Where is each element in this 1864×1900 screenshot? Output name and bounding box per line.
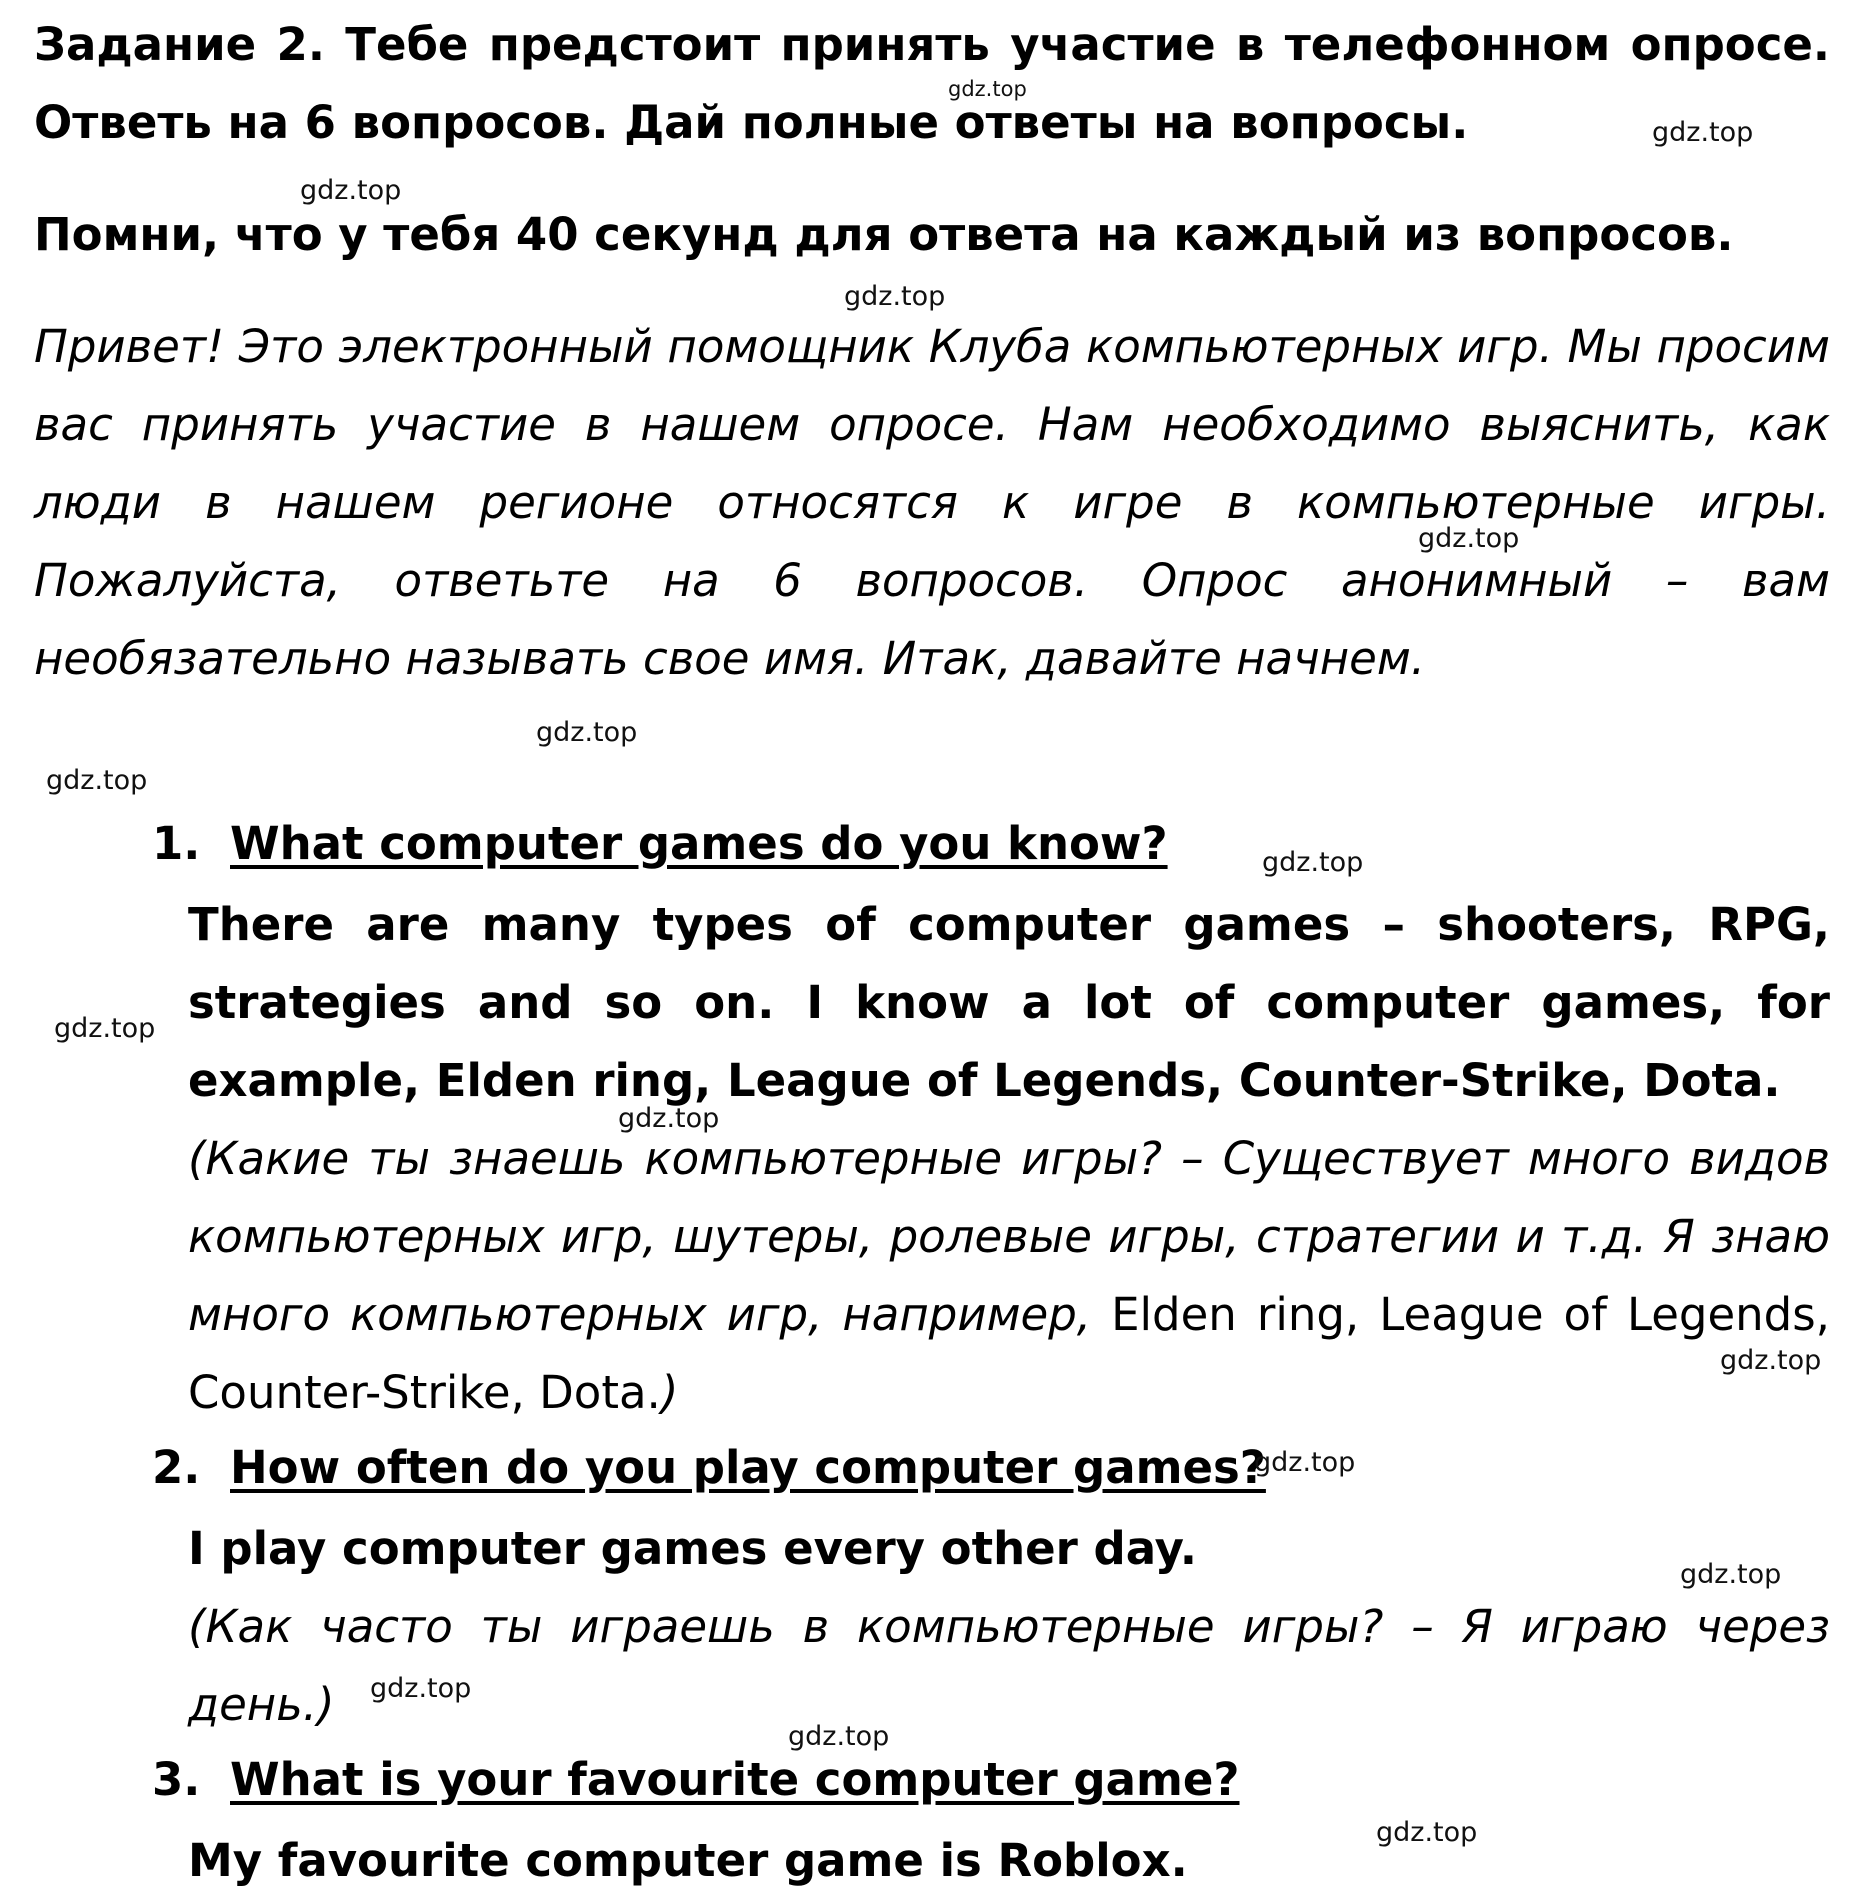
question-text: What is your favourite computer game? xyxy=(230,1753,1240,1806)
question-1 xyxy=(152,808,1168,880)
watermark: gdz.top xyxy=(300,175,402,206)
translation-ru: (Какие ты знаешь компьютерные игры? – Существует много видов компьютерных игр, шутеры, ролевые игры, стратегии и т.д. Я знаю много компьютерных игр, например, xyxy=(188,1132,1830,1341)
watermark: gdz.top xyxy=(1418,523,1520,554)
watermark: gdz.top xyxy=(1652,117,1754,148)
translation-game-names: Elden ring, League of Legends, Counter-Strike, Dota. xyxy=(188,1288,1830,1419)
task-line-1: Задание 2. Тебе предстоит принять участие в телефонном опросе. xyxy=(34,18,1830,71)
watermark: gdz.top xyxy=(1680,1559,1782,1590)
question-2 xyxy=(152,1432,1266,1504)
watermark: gdz.top xyxy=(844,281,946,312)
watermark: gdz.top xyxy=(788,1721,890,1752)
question-number: 3. xyxy=(152,1753,201,1806)
task-heading xyxy=(34,6,1830,162)
intro-paragraph: Привет! Это электронный помощник Клуба компьютерных игр. Мы просим вас принять участие в нашем опросе. Нам необходимо выяснить, как люди в нашем регионе относятся к игре в компьютерные игры. Пожалуйста, ответьте на 6 вопросов. Опрос анонимный – вам необязательно называть свое имя. Итак, давайте начнем. xyxy=(34,320,1830,685)
watermark: gdz.top xyxy=(46,765,148,796)
answer-3: My favourite computer game is Roblox. xyxy=(188,1834,1188,1887)
watermark: gdz.top xyxy=(1376,1817,1478,1848)
answer-2: I play computer games every other day. xyxy=(188,1522,1197,1575)
translation-2: (Как часто ты играешь в компьютерные игры? – Я играю через день.) xyxy=(188,1600,1830,1731)
question-number: 1. xyxy=(152,817,201,870)
watermark: gdz.top xyxy=(1254,1447,1356,1478)
watermark: gdz.top xyxy=(1720,1345,1822,1376)
watermark: gdz.top xyxy=(54,1013,156,1044)
time-reminder: Помни, что у тебя 40 секунд для ответа на каждый из вопросов. xyxy=(34,208,1734,261)
watermark: gdz.top xyxy=(370,1673,472,1704)
translation-close: ) xyxy=(660,1366,679,1419)
translation-1 xyxy=(188,1120,1830,1432)
question-3 xyxy=(152,1744,1240,1816)
watermark: gdz.top xyxy=(536,717,638,748)
question-number: 2. xyxy=(152,1441,201,1494)
answer-1: There are many types of computer games – shooters, RPG, strategies and so on. I know a lot of computer games, for example, Elden ring, League of Legends, Counter-Strike, Dota. xyxy=(188,898,1830,1107)
watermark: gdz.top xyxy=(1262,847,1364,878)
task-line-2: Ответь на 6 вопросов. Дай полные ответы на вопросы. xyxy=(34,96,1469,149)
watermark: gdz.top xyxy=(948,77,1027,101)
question-text: How often do you play computer games? xyxy=(230,1441,1266,1494)
question-text: What computer games do you know? xyxy=(230,817,1168,870)
watermark: gdz.top xyxy=(618,1103,720,1134)
